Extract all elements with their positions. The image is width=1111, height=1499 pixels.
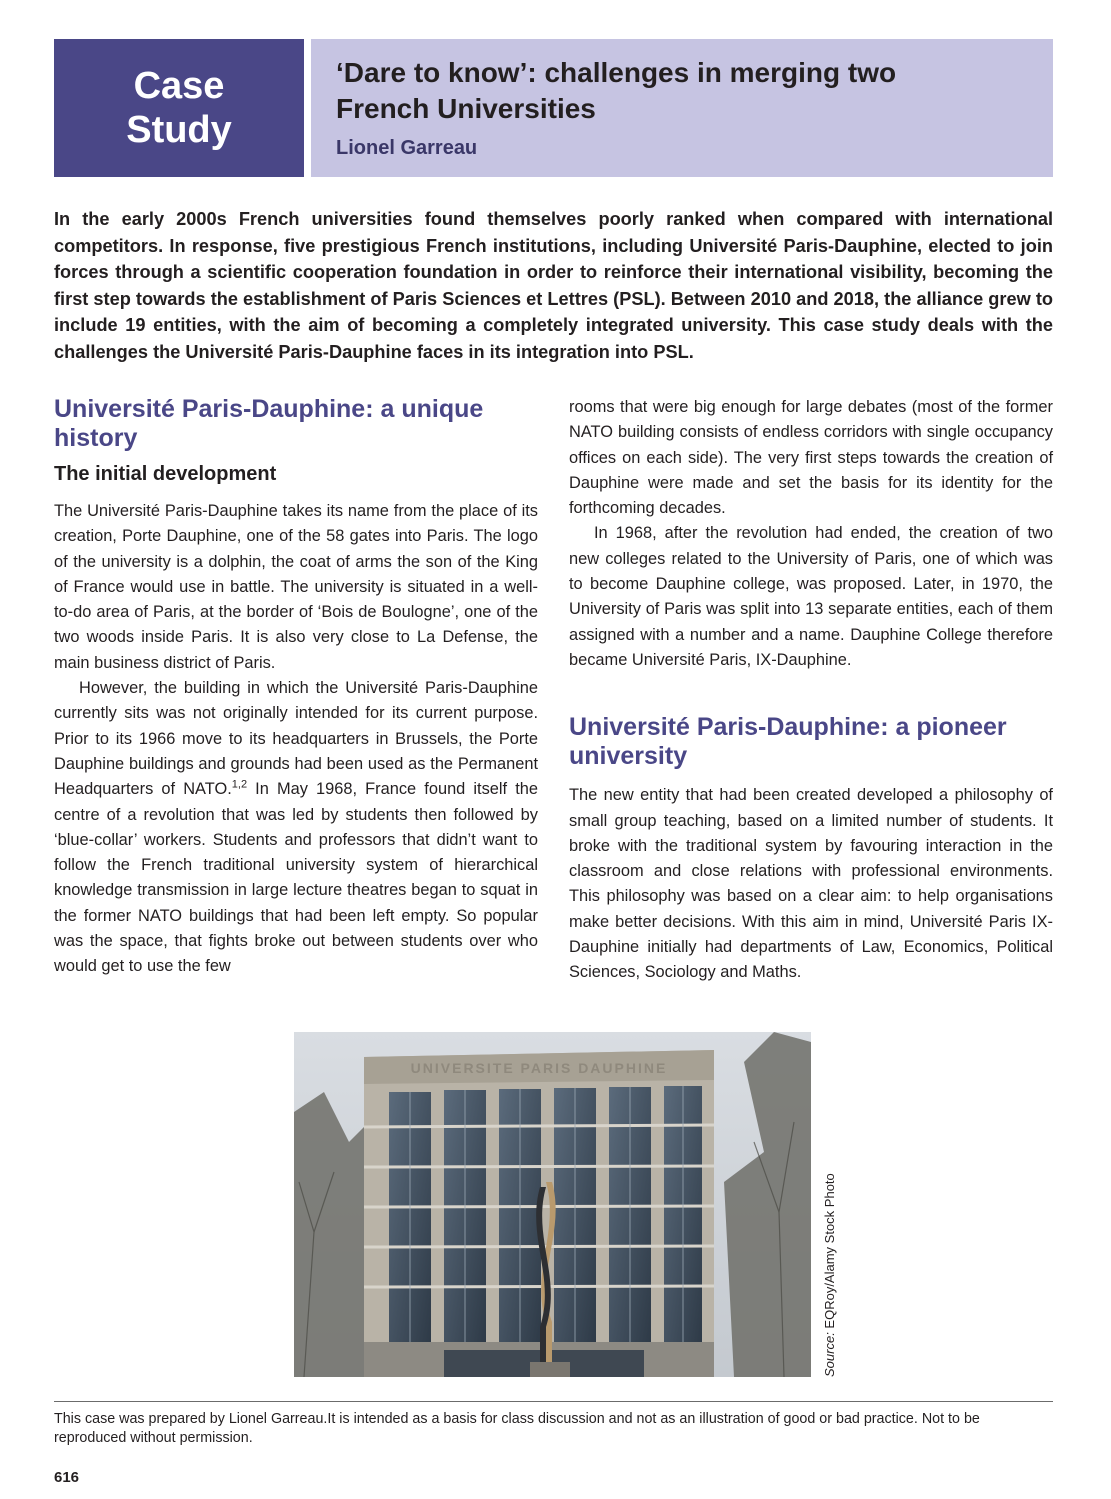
page-number: 616 [54,1469,80,1486]
footer-divider [54,1401,1053,1402]
case-study-badge [54,39,304,177]
footnote-reference[interactable]: 1,2 [231,778,248,791]
case-title [336,55,1053,127]
paragraph-philosophy: The new entity that had been created developed a philosophy of small group teaching, based on a limited number of students. It broke with the traditional system by favouring interaction in the classroom and close relations with professional environments. This philosophy was based on a clear aim: to help organisations make better decisions. With this aim in mind, Université Paris IX-Dauphine initially had departments of Law, Economics, Political Sciences, Sociology and Maths. [569,786,1053,982]
case-study-badge-line2: Study [126,109,232,151]
paragraph-1968-creation: In 1968, after the revolution had ended, the creation of two new colleges related to the University of Paris, one of which was to become Dauphine college, was proposed. Later, in 1970, the University of Paris was split into 13 separate entities, each of them assigned with a number and a name. Dauphine College therefore became Université Paris, IX-Dauphine. [569,524,1053,669]
subheading-initial-development: The initial development [54,463,277,485]
right-column [569,395,1053,986]
paragraph-rooms-continued: rooms that were big enough for large debates (most of the former NATO building consists of endless corridors with single occupancy offices on each side). The very first steps towards the creation of Dauphine were made and set the basis for its identity for the forthcoming decades. [569,398,1053,518]
section-heading-unique-history: Université Paris-Dauphine: a unique history [54,395,484,452]
section-heading-pioneer-university: Université Paris-Dauphine: a pioneer university [569,713,1007,771]
paragraph-nato-text-a: However, the building in which the Université Paris-Dauphine currently sits was not originally intended for its current purpose. Prior to its 1966 move to its headquarters in Brussels, the Porte Dauphine buildings and grounds had been used as the Permanent Headquarters of NATO. [54,679,538,799]
paragraph-nato-text-b: In May 1968, France found itself the centre of a revolution that was led by students then followed by ‘blue-collar’ workers. Students and professors that didn’t want to follow the French traditional university system of hierarchical knowledge transmission in large lecture theatres began to squat in the former NATO buildings that had been left empty. So popular was the space, that fights broke out between students over who would get to use the few [54,780,538,976]
photo-credit-text: EQRoy/Alamy Stock Photo [822,1173,837,1333]
case-study-badge-line1: Case [133,65,225,107]
paragraph-origin: The Université Paris-Dauphine takes its name from the place of its creation, Porte Dauphine, one of the 58 gates into Paris. The logo of the university is a dolphin, the coat of arms the son of the King of France would use in battle. The university is situated in a well-to-do area of Paris, at the border of ‘Bois de Boulogne’, one of the two woods inside Paris. It is also very close to La Defense, the main business district of Paris. [54,502,538,672]
case-title-line2: French Universities [336,93,596,124]
title-banner [311,39,1053,177]
case-title-line1: ‘Dare to know’: challenges in merging two [336,57,897,88]
photo-credit [822,1173,837,1377]
photo-credit-label: Source: [822,1332,837,1377]
building-sign-text: UNIVERSITE PARIS DAUPHINE [410,1060,668,1076]
building-photo [294,1032,811,1377]
left-column [54,395,538,980]
footer-note: This case was prepared by Lionel Garreau.It is intended as a basis for class discussion and not as an illustration of good or bad practice. Not to be reproduced without permission. [54,1411,980,1446]
paragraph-nato-building [54,676,538,980]
abstract: In the early 2000s French universities found themselves poorly ranked when compared with international competitors. In response, five prestigious French institutions, including Université Paris-Dauphine, elected to join forces through a scientific cooperation foundation in order to reinforce their international visibility, becoming the first step towards the establishment of Paris Sciences et Lettres (PSL). Between 2010 and 2018, the alliance grew to include 19 entities, with the aim of becoming a completely integrated university. This case study deals with the challenges the Université Paris-Dauphine faces in its integration into PSL. [54,209,1053,362]
case-author: Lionel Garreau [336,137,478,159]
